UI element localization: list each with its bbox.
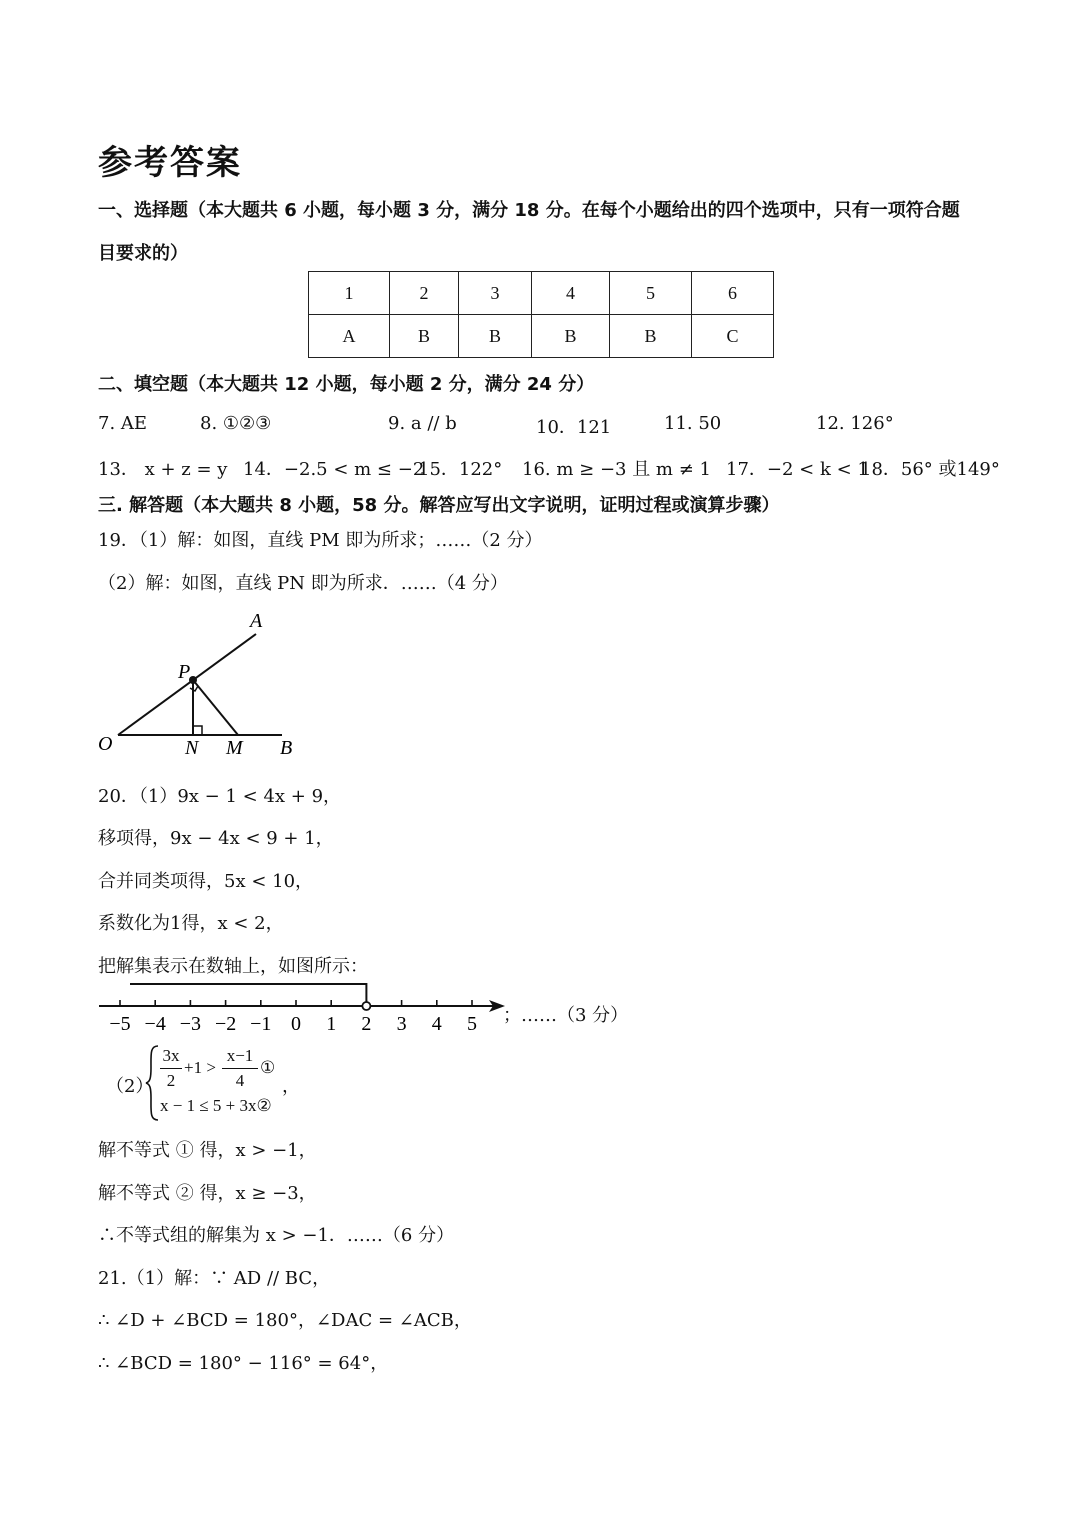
label-n: N (185, 737, 199, 759)
tick-label: −2 (214, 1013, 237, 1035)
fill-answer-14: 14．−2.5 < m ≤ −2 (243, 459, 425, 480)
eq1-mark: ① (260, 1058, 276, 1078)
fill-answer-11: 11. 50 (664, 413, 722, 434)
q21-part1: 21.（1）解：∵ AD // BC， (98, 1268, 331, 1289)
choice-answer-table (308, 271, 774, 358)
fill-answer-18: 18．56° 或149° (860, 459, 1000, 480)
frac1-denominator: 2 (166, 1071, 176, 1090)
table-cell: 4 (532, 272, 610, 315)
q20-solution1: 解不等式 ① 得，x > −1， (98, 1140, 317, 1161)
table-row-answers (309, 315, 774, 358)
frac1-numerator: 3x (162, 1046, 180, 1065)
tick-label: −1 (250, 1013, 272, 1035)
section3-heading: 三. 解答题（本大题共 8 小题，58 分。解答应写出文字说明，证明过程或演算步骤） (98, 495, 780, 516)
fill-answer-16: 16. m ≥ −3 且 m ≠ 1 (522, 459, 711, 480)
page-title: 参考答案 (98, 143, 242, 183)
q19-part1: 19．（1）解：如图，直线 PM 即为所求；……（2 分） (98, 530, 543, 551)
label-p: P (178, 661, 191, 683)
tick-label: 0 (291, 1013, 301, 1035)
tick-label: 4 (431, 1013, 442, 1035)
q20-step4: 把解集表示在数轴上，如图所示： (98, 956, 368, 977)
table-cell: C (692, 315, 774, 358)
tick-label: −5 (109, 1013, 131, 1035)
q20-step3: 系数化为1得，x < 2， (98, 913, 284, 934)
tick-label: 5 (467, 1013, 477, 1035)
fill-answer-8: 8. ①②③ (200, 413, 272, 434)
q21-step2: ∴ ∠BCD = 180° − 116° = 64°， (98, 1353, 389, 1374)
q20-solution3: ∴不等式组的解集为 x > −1．……（6 分） (98, 1225, 455, 1246)
table-cell: B (390, 315, 459, 358)
tick-label: 3 (396, 1013, 407, 1035)
number-line (95, 978, 525, 1040)
q20-part1: 20．（1）9x − 1 < 4x + 9， (98, 786, 342, 807)
table-cell: B (610, 315, 692, 358)
eq1-middle: +1 > (184, 1058, 216, 1077)
ray-oa (118, 634, 256, 735)
q20-solution2: 解不等式 ② 得，x ≥ −3， (98, 1183, 317, 1204)
section1-heading-line2: 目要求的） (98, 243, 188, 264)
tick-label: 2 (361, 1013, 372, 1035)
table-cell: 5 (610, 272, 692, 315)
table-cell: A (309, 315, 390, 358)
fill-answers-row2 (0, 455, 1080, 481)
fill-answers-row1 (0, 413, 1080, 439)
frac2-bar (222, 1068, 258, 1069)
fill-answer-17: 17．−2 < k < 1 (726, 459, 869, 480)
right-angle-mark-n (193, 726, 202, 735)
table-cell: 1 (309, 272, 390, 315)
table-cell: 6 (692, 272, 774, 315)
q19-part2: （2）解：如图，直线 PN 即为所求．……（4 分） (98, 573, 508, 594)
label-m: M (226, 737, 243, 759)
table-cell: 3 (459, 272, 532, 315)
frac2-denominator: 4 (235, 1071, 245, 1090)
tick-label: 1 (326, 1013, 337, 1035)
open-point-2 (362, 1002, 370, 1010)
eq2: x − 1 ≤ 5 + 3x② (160, 1096, 272, 1115)
label-b: B (280, 737, 293, 759)
eq-comma: ， (282, 1076, 300, 1097)
q19-geometry-figure (90, 600, 320, 765)
fill-answer-15: 15．122° (418, 459, 503, 480)
label-o: O (98, 733, 113, 755)
q20-part2-label: （2） (106, 1076, 154, 1097)
table-cell: 2 (390, 272, 459, 315)
left-brace (144, 1044, 160, 1122)
fill-answer-13: 13． x + z = y (98, 459, 228, 480)
q20-step2: 合并同类项得，5x < 10， (98, 871, 314, 892)
label-a: A (250, 610, 263, 632)
fill-answer-12: 12. 126° (816, 413, 894, 434)
inequality-system (98, 1042, 518, 1122)
table-row-numbers (309, 272, 774, 315)
q20-step1: 移项得，9x − 4x < 9 + 1， (98, 828, 334, 849)
number-line-suffix: ；……（3 分） (503, 1005, 629, 1026)
fill-answer-10: 10．121 (536, 417, 612, 438)
frac1-bar (160, 1068, 182, 1069)
table-cell: B (459, 315, 532, 358)
section1-heading-line1: 一、选择题（本大题共 6 小题，每小题 3 分，满分 18 分。在每个小题给出的四个选项中，只有一项符合题 (98, 200, 960, 221)
tick-label: −4 (144, 1013, 166, 1035)
solution-set-bracket (130, 984, 366, 1002)
tick-label: −3 (179, 1013, 202, 1035)
q21-step1: ∴ ∠D + ∠BCD = 180°，∠DAC = ∠ACB， (98, 1310, 472, 1331)
fill-answer-7: 7. AE (98, 413, 148, 434)
frac2-numerator: x−1 (226, 1046, 254, 1065)
fill-answer-9: 9. a // b (388, 413, 457, 434)
section2-heading: 二、填空题（本大题共 12 小题，每小题 2 分，满分 24 分） (98, 374, 595, 395)
table-cell: B (532, 315, 610, 358)
